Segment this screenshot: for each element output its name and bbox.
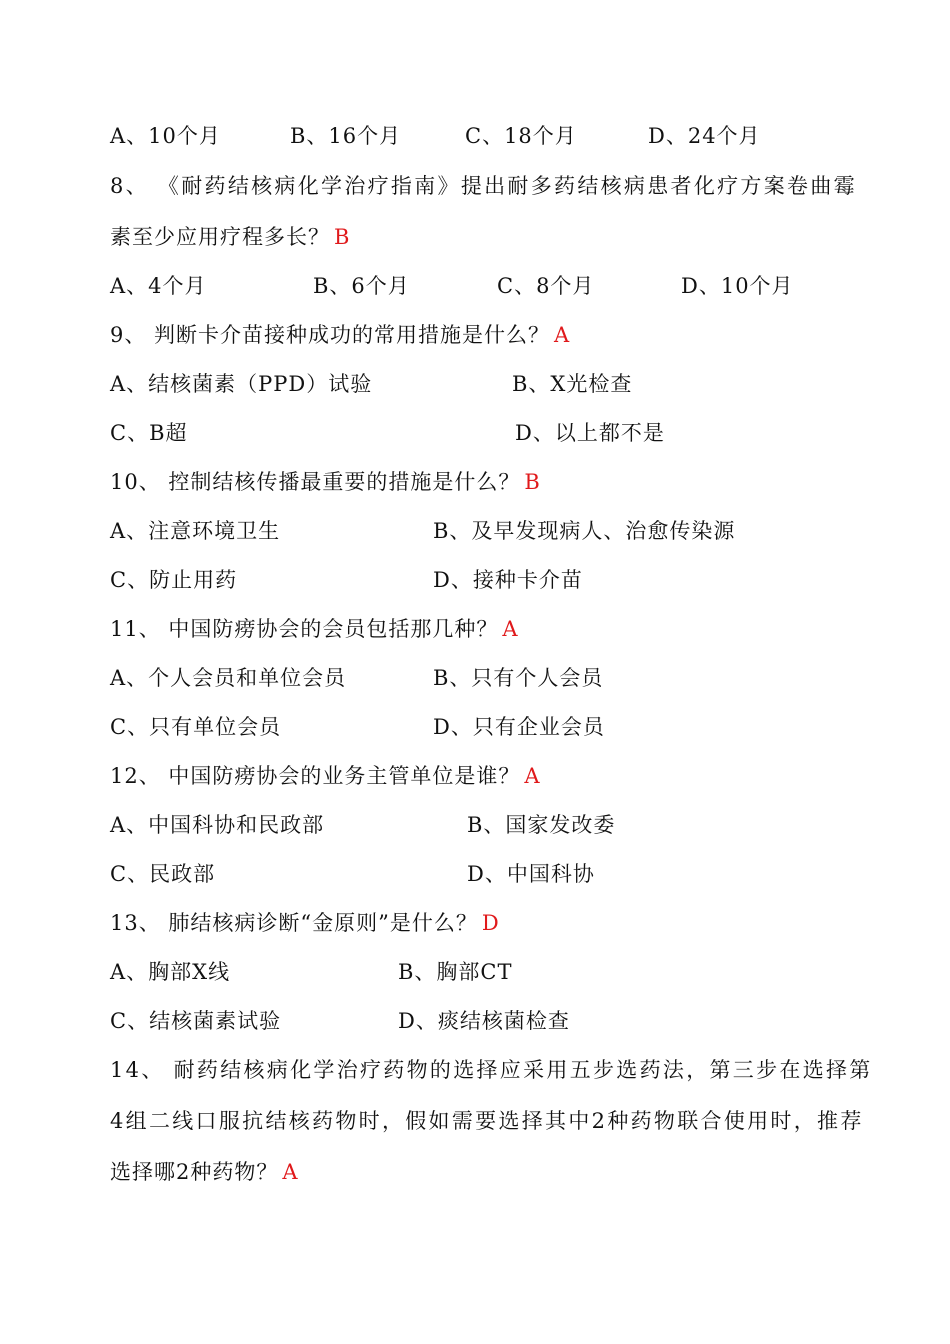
- q12-answer: A: [524, 764, 541, 788]
- q14-question-line3: [110, 1159, 299, 1185]
- q9-question: [110, 322, 570, 348]
- q9-option-a: A、结核菌素（PPD）试验: [110, 372, 373, 396]
- q12-option-c: C、民政部: [110, 862, 216, 886]
- q11-option-a: A、个人会员和单位会员: [110, 666, 347, 690]
- q9-option-c: C、B超: [110, 421, 188, 445]
- q13-option-c: C、结核菌素试验: [110, 1009, 282, 1033]
- q11-question: [110, 616, 519, 642]
- q8-question-text: 素至少应用疗程多长？: [110, 225, 330, 249]
- q11-option-b: B、只有个人会员: [433, 666, 604, 690]
- q8-answer: B: [334, 225, 351, 249]
- q9-option-d: D、以上都不是: [515, 421, 665, 445]
- q8-option-d: D、10个月: [681, 274, 794, 298]
- q7-option-c: C、18个月: [465, 124, 577, 148]
- q7-option-b: B、16个月: [290, 124, 402, 148]
- q10-option-a: A、注意环境卫生: [110, 519, 281, 543]
- q10-option-b: B、及早发现病人、治愈传染源: [433, 519, 736, 543]
- q7-option-d: D、24个月: [648, 124, 761, 148]
- q8-option-b: B、6个月: [313, 274, 410, 298]
- q13-option-a: A、胸部X线: [110, 960, 231, 984]
- q8-question-line1: 8、 《耐药结核病化学治疗指南》提出耐多药结核病患者化疗方案卷曲霉: [110, 174, 857, 198]
- q11-answer: A: [502, 617, 519, 641]
- q10-option-c: C、防止用药: [110, 568, 238, 592]
- q12-question: [110, 763, 541, 789]
- q14-question-text: 选择哪2种药物？: [110, 1160, 279, 1184]
- q8-question-line2: [110, 224, 350, 250]
- q11-option-c: C、只有单位会员: [110, 715, 282, 739]
- q14-question-line1: 14、 耐药结核病化学治疗药物的选择应采用五步选药法，第三步在选择第: [110, 1058, 873, 1082]
- q14-question-line2: 4组二线口服抗结核药物时，假如需要选择其中2种药物联合使用时，推荐: [110, 1109, 864, 1133]
- q11-option-d: D、只有企业会员: [433, 715, 605, 739]
- q8-option-a: A、4个月: [110, 274, 207, 298]
- q12-option-d: D、中国科协: [467, 862, 595, 886]
- q7-option-a: A、10个月: [110, 124, 221, 148]
- q8-option-c: C、8个月: [497, 274, 595, 298]
- q13-option-b: B、胸部CT: [398, 960, 513, 984]
- q10-question-text: 10、 控制结核传播最重要的措施是什么？: [110, 470, 521, 494]
- q9-answer: A: [554, 323, 571, 347]
- q13-answer: D: [481, 911, 500, 935]
- q12-option-a: A、中国科协和民政部: [110, 813, 325, 837]
- q13-question: [110, 910, 500, 936]
- q13-option-d: D、痰结核菌检查: [398, 1009, 570, 1033]
- q10-option-d: D、接种卡介苗: [433, 568, 583, 592]
- q9-option-b: B、X光检查: [512, 372, 633, 396]
- q12-question-text: 12、 中国防痨协会的业务主管单位是谁？: [110, 764, 521, 788]
- q13-question-text: 13、 肺结核病诊断“金原则”是什么？: [110, 911, 478, 935]
- q10-question: [110, 469, 541, 495]
- q14-answer: A: [282, 1160, 299, 1184]
- q10-answer: B: [524, 470, 541, 494]
- q12-option-b: B、国家发改委: [467, 813, 616, 837]
- q11-question-text: 11、 中国防痨协会的会员包括那几种？: [110, 617, 499, 641]
- q9-question-text: 9、 判断卡介苗接种成功的常用措施是什么？: [110, 323, 551, 347]
